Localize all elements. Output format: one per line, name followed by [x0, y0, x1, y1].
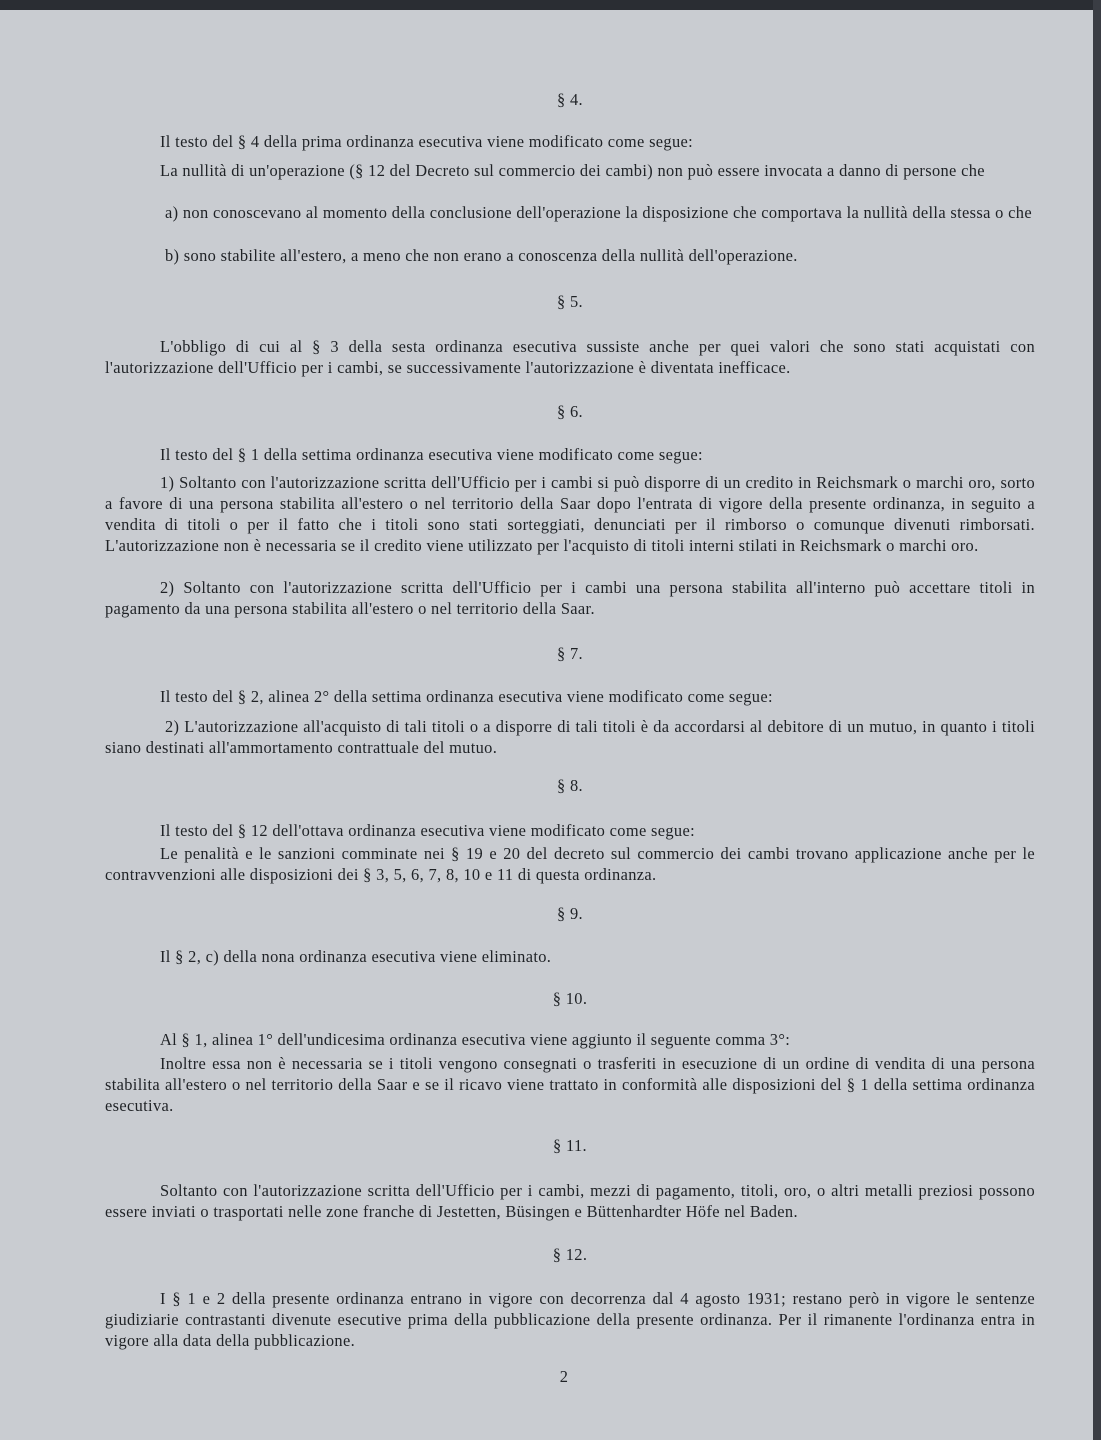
- paragraph: Il testo del § 4 della prima ordinanza esecutiva viene modificato come segue:: [160, 132, 694, 151]
- paragraph: Soltanto con l'autorizzazione scritta dell'Ufficio per i cambi, mezzi di pagamento, titoli, oro, o altri metalli preziosi possono essere inviati o trasportati nelle zone franche di Jestetten, Büsingen e Büttenhardter Höfe nel Baden.: [105, 1181, 1035, 1221]
- paragraph: La nullità di un'operazione (§ 12 del Decreto sul commercio dei cambi) non può essere invocata a danno di persone che: [160, 161, 985, 180]
- section-heading-7: § 7.: [557, 644, 583, 663]
- section-heading-11: § 11.: [553, 1136, 587, 1155]
- paragraph: Il testo del § 2, alinea 2° della settima ordinanza esecutiva viene modificato come segue:: [160, 687, 773, 706]
- section-heading-10: § 10.: [552, 989, 588, 1008]
- paragraph: Al § 1, alinea 1° dell'undicesima ordinanza esecutiva viene aggiunto il seguente comma 3°:: [160, 1030, 791, 1049]
- section-heading-5: § 5.: [557, 292, 583, 311]
- paragraph: Il testo del § 1 della settima ordinanza esecutiva viene modificato come segue:: [160, 445, 703, 464]
- scan-top-edge: [0, 0, 1101, 10]
- section-heading-9: § 9.: [557, 904, 583, 923]
- paragraph: 2) L'autorizzazione all'acquisto di tali titoli o a disporre di tali titoli è da accordarsi al debitore di un mutuo, in quanto i titoli siano destinati all'ammortamento contrattuale del mutuo.: [105, 717, 1035, 757]
- paragraph: 2) Soltanto con l'autorizzazione scritta dell'Ufficio per i cambi una persona stabilita all'interno può accettare titoli in pagamento da una persona stabilita all'estero o nel territorio della Saar.: [105, 578, 1035, 618]
- paragraph: L'obbligo di cui al § 3 della sesta ordinanza esecutiva sussiste anche per quei valori che sono stati acquistati con l'autorizzazione dell'Ufficio per i cambi, se successivamente l'autorizzazione è diventata inefficace.: [105, 337, 1035, 377]
- section-heading-4: § 4.: [557, 90, 583, 109]
- scan-right-edge: [1093, 0, 1101, 1440]
- paragraph: b) sono stabilite all'estero, a meno che non erano a conoscenza della nullità dell'operazione.: [165, 246, 798, 265]
- page-number: 2: [559, 1367, 569, 1386]
- paragraph: a) non conoscevano al momento della conclusione dell'operazione la disposizione che comportava la nullità della stessa o che: [165, 203, 1032, 222]
- paragraph: I § 1 e 2 della presente ordinanza entrano in vigore con decorrenza dal 4 agosto 1931; restano però in vigore le sentenze giudiziarie contrastanti divenute esecutive prima della pubblicazione della presente ordinanza. Per il rimanente l'ordinanza entra in vigore alla data della pubblicazione.: [105, 1289, 1035, 1350]
- section-heading-12: § 12.: [552, 1245, 588, 1264]
- paragraph: Le penalità e le sanzioni comminate nei § 19 e 20 del decreto sul commercio dei cambi trovano applicazione anche per le contravvenzioni alle disposizioni dei § 3, 5, 6, 7, 8, 10 e 11 di questa ordinanza.: [105, 844, 1035, 884]
- paragraph: Il testo del § 12 dell'ottava ordinanza esecutiva viene modificato come segue:: [160, 821, 695, 840]
- paragraph: Il § 2, c) della nona ordinanza esecutiva viene eliminato.: [160, 947, 552, 966]
- paragraph: 1) Soltanto con l'autorizzazione scritta dell'Ufficio per i cambi si può disporre di un credito in Reichsmark o marchi oro, sorto a favore di una persona stabilita all'estero o nel territorio della Saar dopo l'entrata di vigore della presente ordinanza, in seguito a vendita di titoli o per il fatto che i titoli sono stati sorteggiati, denunciati per il rimborso o comunque divenuti rimborsati. L'autorizzazione non è necessaria se il credito viene utilizzato per l'acquisto di titoli interni stilati in Reichsmark o marchi oro.: [105, 473, 1035, 555]
- paragraph: Inoltre essa non è necessaria se i titoli vengono consegnati o trasferiti in esecuzione di un ordine di vendita di una persona stabilita all'estero o nel territorio della Saar e se il ricavo viene trattato in conformità alle disposizioni del § 1 della settima ordinanza esecutiva.: [105, 1054, 1035, 1115]
- section-heading-6: § 6.: [557, 402, 583, 421]
- section-heading-8: § 8.: [557, 776, 583, 795]
